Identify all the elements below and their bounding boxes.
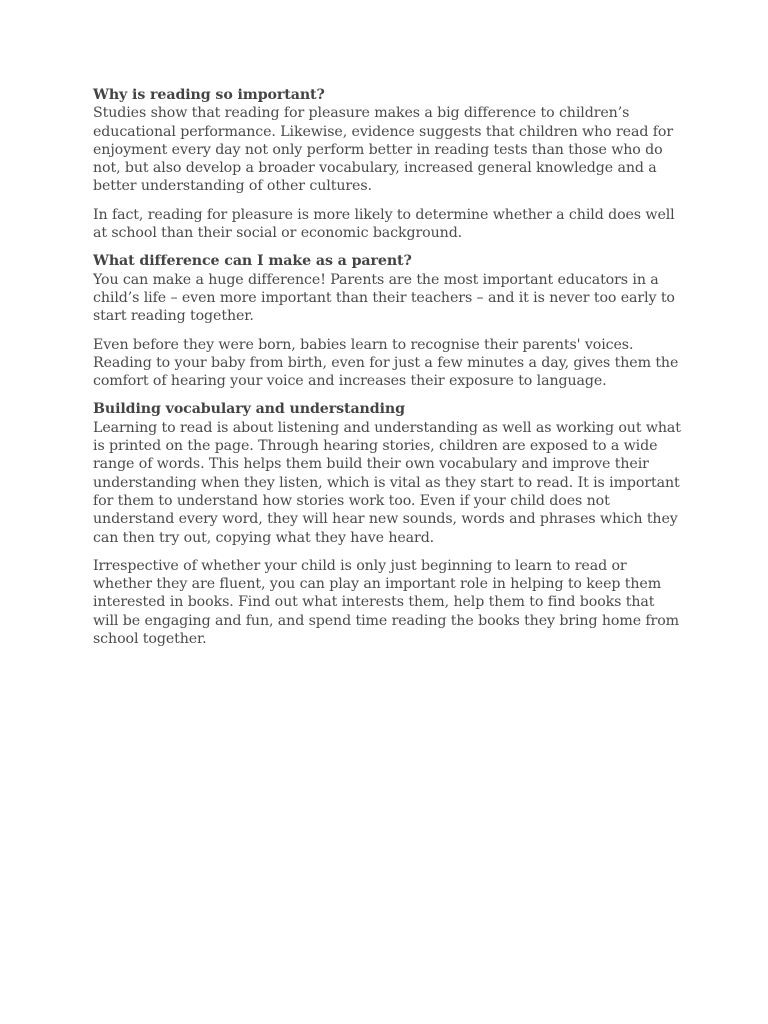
document-body [93, 86, 683, 658]
section-vocabulary [93, 400, 683, 546]
section-why-reading [93, 86, 683, 196]
paragraph: Learning to read is about listening and understanding as well as working out what is printed on the page. Through hearing stories, children are exposed to a wide range of words. This helps them build their own vocabulary and improve their understanding when they listen, which is vital as they start to read. It is important for them to understand how stories work too. Even if your child does not understand every word, they will hear new sounds, words and phrases which they can then try out, copying what they have heard. [93, 419, 681, 546]
paragraph: You can make a huge difference! Parents are the most important educators in a child’s life – even more important than their teachers – and it is never too early to start reading together. [93, 271, 675, 325]
paragraph: Studies show that reading for pleasure makes a big difference to children’s educational performance. Likewise, evidence suggests that children who read for enjoyment every day not only perform better in reading tests than those who do not, but also develop a broader vocabulary, increased general knowledge and a better understanding of other cultures. [93, 105, 673, 195]
section-parent-difference [93, 252, 683, 325]
section-heading: Building vocabulary and understanding [93, 401, 405, 418]
section-heading: Why is reading so important? [93, 87, 325, 103]
section-heading: What difference can I make as a parent? [93, 253, 412, 270]
paragraph: Irrespective of whether your child is only just beginning to learn to read or whether they are fluent, you can play an important role in helping to keep them interested in books. Find out what interests them, help them to find books that will be engaging and fun, and spend time reading the books they bring home from school together. [93, 557, 680, 648]
paragraph: Even before they were born, babies learn to recognise their parents' voices. Reading to your baby from birth, even for just a few minutes a day, gives them the comfort of hearing your voice and increases their exposure to language. [93, 336, 679, 390]
paragraph: In fact, reading for pleasure is more likely to determine whether a child does well at school than their social or economic background. [93, 206, 675, 242]
